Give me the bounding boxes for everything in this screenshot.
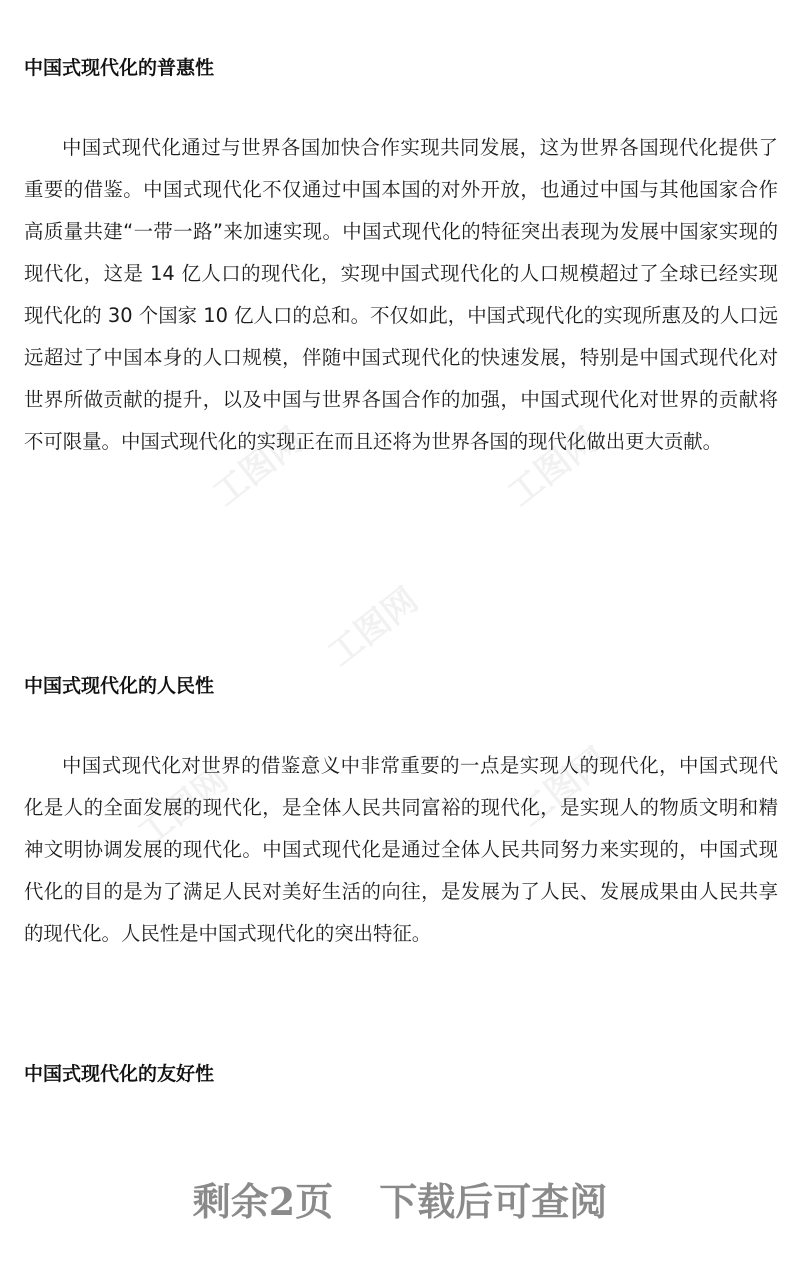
section-heading: 中国式现代化的友好性: [24, 1063, 215, 1085]
download-to-view-label: 下载后可查阅: [379, 1179, 608, 1224]
section-paragraph: 中国式现代化对世界的借鉴意义中非常重要的一点是实现人的现代化，中国式现代化是人的全面发展的现代化，是全体人民共同富裕的现代化，是实现人的物质文明和精神文明协调发展的现代化。中国式现代化是通过全体人民共同努力来实现的，中国式现代化的目的是为了满足人民对美好生活的向往，是发展为了人民、发展成果由人民共享的现代化。人民性是中国式现代化的突出特征。: [24, 754, 778, 945]
watermark: 工图网: [130, 760, 236, 855]
remaining-pages-label: 剩余2页: [192, 1179, 334, 1224]
section-heading: 中国式现代化的人民性: [24, 675, 215, 697]
watermark: 工图网: [205, 420, 311, 515]
section-heading: 中国式现代化的普惠性: [24, 57, 215, 79]
watermark: 工图网: [500, 420, 606, 515]
download-prompt-banner[interactable]: [0, 1178, 800, 1226]
section-paragraph: 中国式现代化通过与世界各国加快合作实现共同发展，这为世界各国现代化提供了重要的借鉴。中国式现代化不仅通过中国本国的对外开放，也通过中国与其他国家合作高质量共建“一带一路”来加速实现。中国式现代化的特征突出表现为发展中国家实现的现代化，这是 14 亿人口的现代化，实现中国式现代化的人口规模超过了全球已经实现现代化的 30 个国家 10 亿人口的总和。不仅如此，中国式现代化的实现所惠及的人口远远超过了中国本身的人口规模，伴随中国式现代化的快速发展，特别是中国式现代化对世界所做贡献的提升，以及中国与世界各国合作的加强，中国式现代化对世界的贡献将不可限量。中国式现代化的实现正在而且还将为世界各国的现代化做出更大贡献。: [24, 136, 778, 453]
watermark: 工图网: [320, 580, 426, 675]
watermark: 工图网: [510, 740, 616, 835]
